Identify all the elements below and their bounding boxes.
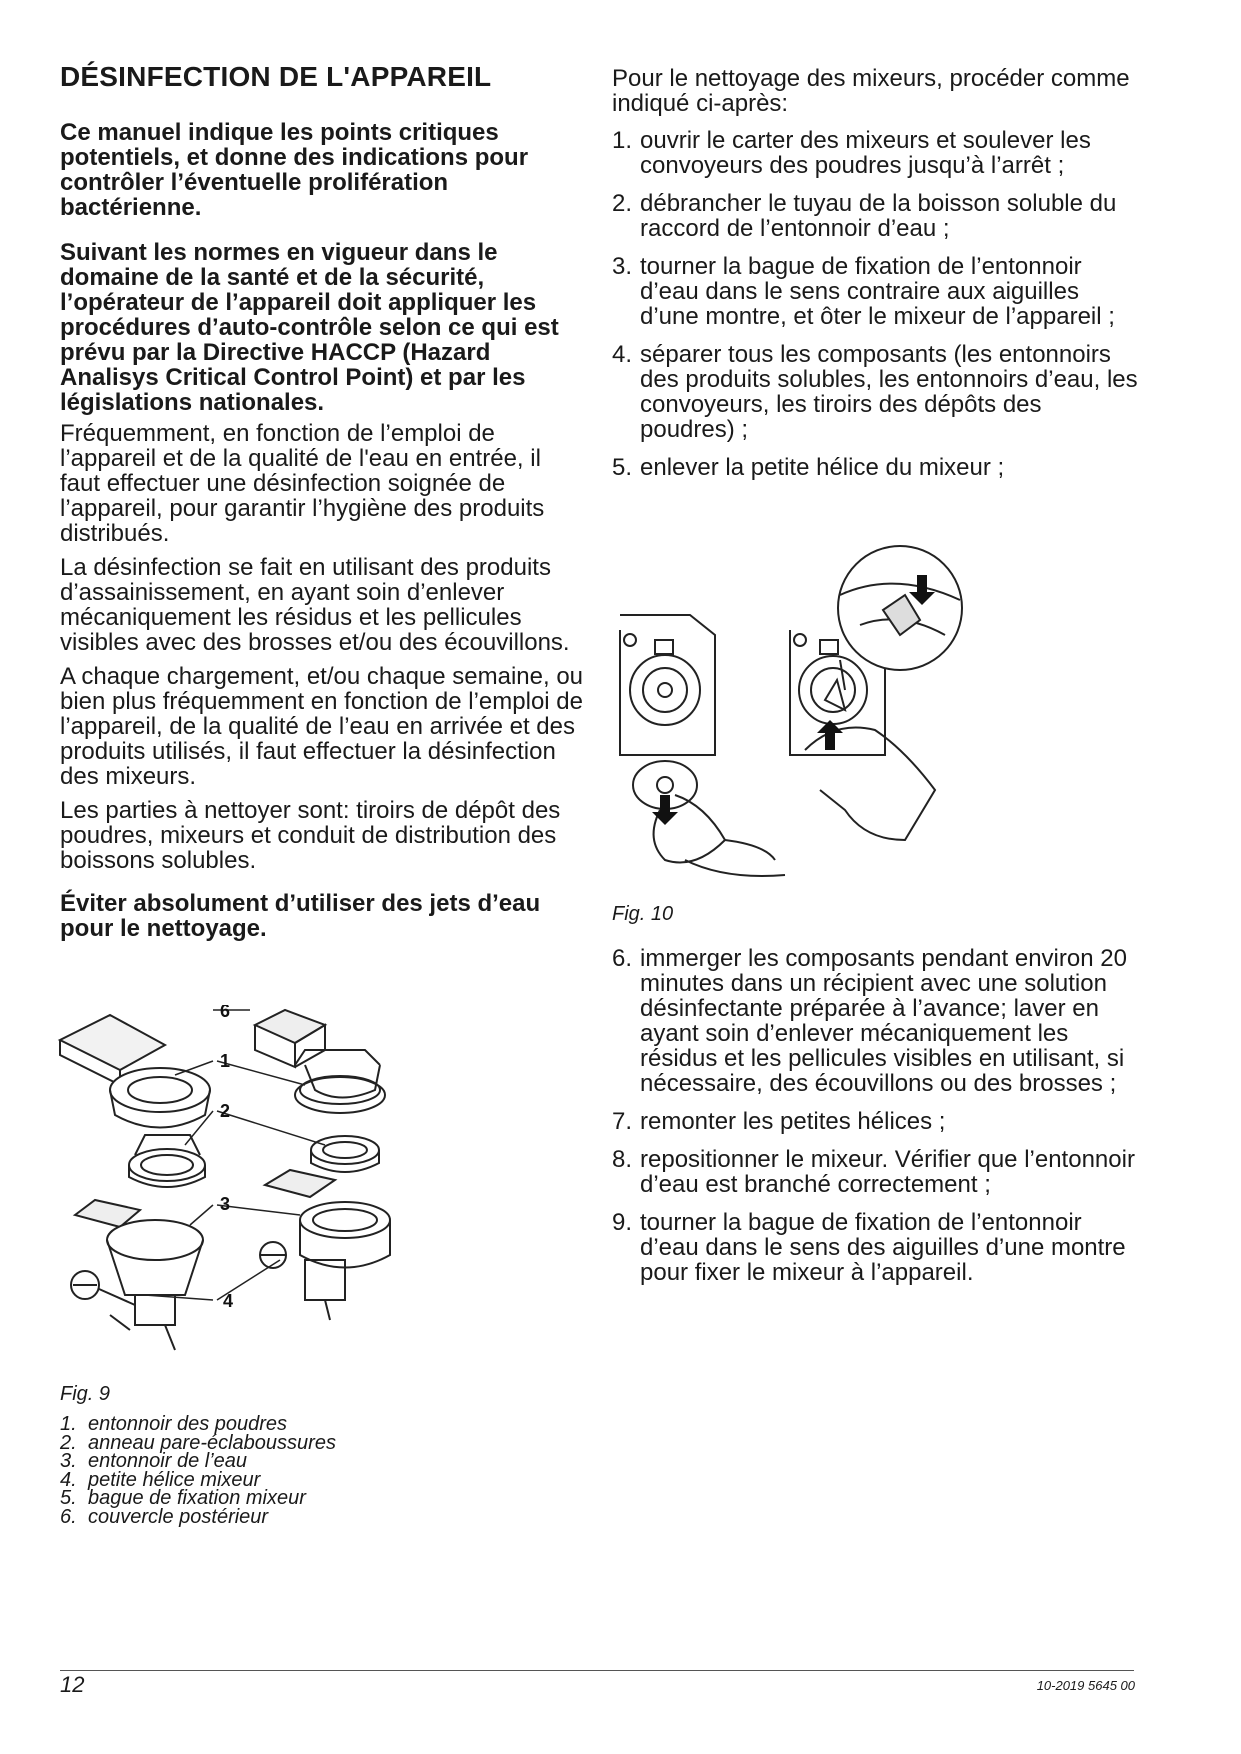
step-4: 4. séparer tous les composants (les entonnoirs des produits solubles, les entonnoirs d’eau, les convoyeurs, les tiroirs des dépôts des poudres) ; [612,341,1138,443]
bold-intro-2: Suivant les normes en vigueur dans le domaine de la santé et de la sécurité, l’opérateur de l’appareil doit appliquer les procédures d’auto-contrôle selon ce qui est prévu par la Directive HACCP (Hazard Analisys Critical Control Point) et par les législations nationales. [60,239,559,416]
fig10-mixer-removal [605,540,975,885]
callout-2: 2 [220,1101,231,1121]
paragraph-1: Fréquemment, en fonction de l’emploi de l’appareil et de la qualité de l'eau en entrée, il faut effectuer une désinfection soignée de l’appareil, pour garantir l’hygiène des produits distribués. [60,420,545,547]
callout-1: 1 [220,1051,231,1071]
callout-6: 6 [220,1005,231,1021]
fig9-exploded-view [55,1005,445,1375]
step-5: 5. enlever la petite hélice du mixeur ; [612,454,1005,481]
fig9-caption: Fig. 9 [60,1383,111,1405]
step-3: 3. tourner la bague de fixation de l’entonnoir d’eau dans le sens contraire aux aiguilles d’une montre, et ôter le mixeur de l’appareil ; [612,253,1115,330]
step-2: 2. débrancher le tuyau de la boisson soluble du raccord de l’entonnoir d’eau ; [612,190,1117,242]
left-column [60,62,585,961]
callout-4: 4 [223,1291,234,1311]
step-1: 1. ouvrir le carter des mixeurs et soulever les convoyeurs des poudres jusqu’à l’arrêt ; [612,127,1091,179]
footer-divider [60,1670,1134,1671]
callout-3: 3 [220,1194,231,1214]
procedure-intro: Pour le nettoyage des mixeurs, procéder comme indiqué ci-après: [612,65,1130,117]
step-7: 7. remonter les petites hélices ; [612,1108,946,1135]
legend-item: 1. entonnoir des poudres [60,1413,288,1435]
legend-item: 3. entonnoir de l’eau [60,1450,248,1472]
legend-item: 6. couvercle postérieur [60,1505,269,1528]
paragraph-2: La désinfection se fait en utilisant des produits d’assainissement, en ayant soin d’enlever mécaniquement les résidus et les pellicules visibles avec des brosses et/ou des écouvillons. [60,554,570,656]
paragraph-4: Les parties à nettoyer sont: tiroirs de dépôt des poudres, mixeurs et conduit de distribution des boissons solubles. [60,797,561,874]
right-column [612,66,1142,493]
bold-intro-1: Ce manuel indique les points critiques potentiels, et donne des indications pour contrôler l’éventuelle prolifération bactérienne. [60,119,529,221]
legend-item: 2. anneau pare-éclaboussures [60,1431,336,1454]
fig9-legend [60,1415,336,1526]
legend-item: 4. petite hélice mixeur [60,1468,261,1491]
step-9: 9. tourner la bague de fixation de l’entonnoir d’eau dans le sens des aiguilles d’une montre pour fixer le mixeur à l’appareil. [612,1209,1126,1286]
page-title: DÉSINFECTION DE L'APPAREIL [60,61,492,92]
step-8: 8. repositionner le mixeur. Vérifier que l’entonnoir d’eau est branché correctement ; [612,1146,1135,1198]
step-6: 6. immerger les composants pendant environ 20 minutes dans un récipient avec une solution désinfectante préparée à l’avance; laver en ayant soin d’enlever mécaniquement les résidus et les pellicules visibles en utilisant, si nécessaire, des écouvillons ou des brosses ; [612,945,1127,1097]
warning-note: Éviter absolument d’utiliser des jets d’eau pour le nettoyage. [60,890,541,942]
document-code: 10-2019 5645 00 [1036,1678,1135,1693]
right-column-steps-continued [612,946,1142,1298]
page-number: 12 [60,1672,85,1697]
paragraph-3: A chaque chargement, et/ou chaque semaine, ou bien plus fréquemment en fonction de l’emploi de l’appareil, de la qualité de l’eau en arrivée et des produits utilisés, il faut effectuer la désinfection des mixeurs. [60,663,584,790]
fig10-caption: Fig. 10 [612,903,674,925]
legend-item: 5. bague de fixation mixeur [60,1487,306,1509]
